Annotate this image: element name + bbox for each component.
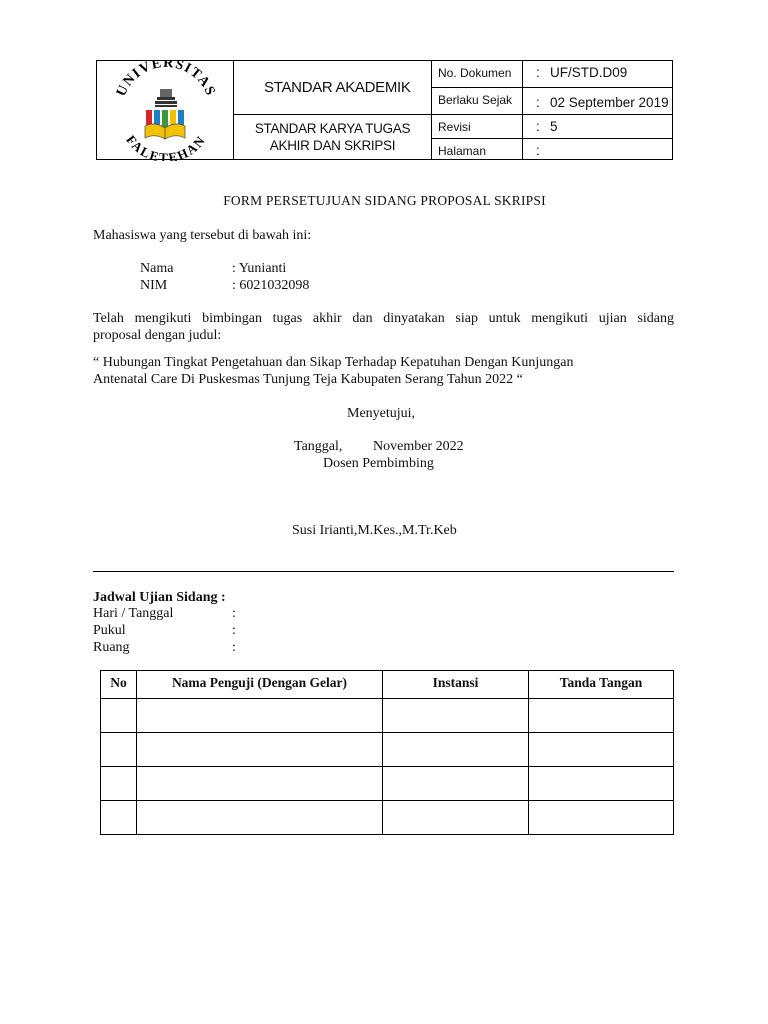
meta-colon: :	[536, 143, 540, 158]
schedule-heading: Jadwal Ujian Sidang :	[93, 590, 226, 605]
table-cell	[383, 801, 529, 835]
schedule-label: Hari / Tanggal	[93, 606, 174, 621]
column-header-signature: Tanda Tangan	[529, 671, 674, 699]
meta-label: Revisi	[432, 115, 523, 138]
table-cell	[137, 699, 383, 733]
standard-subtitle: STANDAR KARYA TUGAS AKHIR DAN SKRIPSI	[254, 121, 411, 153]
meta-row-revision	[432, 115, 672, 139]
schedule-colon: :	[232, 623, 236, 638]
meta-colon: :	[536, 119, 540, 134]
examiners-table	[100, 670, 674, 835]
nim-label: NIM	[140, 278, 168, 293]
table-header-row	[101, 671, 674, 699]
meta-colon: :	[536, 95, 540, 110]
document-meta	[432, 61, 672, 159]
table-cell	[529, 733, 674, 767]
thesis-title-line-1: “ Hubungan Tingkat Pengetahuan dan Sikap Terhadap Kepatuhan Dengan Kunjungan	[93, 355, 574, 370]
table-cell	[137, 801, 383, 835]
supervisor-role: Dosen Pembimbing	[323, 456, 434, 471]
meta-row-page	[432, 139, 672, 159]
nim-value: : 6021032098	[232, 278, 310, 293]
table-cell	[137, 767, 383, 801]
schedule-colon: :	[232, 606, 236, 621]
table-row	[101, 767, 674, 801]
table-cell	[101, 801, 137, 835]
intro-text: Mahasiswa yang tersebut di bawah ini:	[93, 228, 312, 243]
schedule-colon: :	[232, 640, 236, 655]
table-cell	[529, 767, 674, 801]
schedule-row-room	[93, 640, 236, 656]
table-cell	[529, 699, 674, 733]
table-row	[101, 733, 674, 767]
table-row	[101, 699, 674, 733]
table-cell	[101, 699, 137, 733]
table-cell	[137, 733, 383, 767]
table-cell	[383, 699, 529, 733]
name-value: : Yunianti	[232, 261, 287, 276]
approval-text: Menyetujui,	[347, 406, 416, 421]
form-title: FORM PERSETUJUAN SIDANG PROPOSAL SKRIPSI	[223, 193, 546, 208]
table-cell	[529, 801, 674, 835]
schedule-label: Pukul	[93, 623, 126, 638]
meta-value: UF/STD.D09	[550, 65, 628, 80]
thesis-title-line-2: Antenatal Care Di Puskesmas Tunjung Teja Kabupaten Serang Tahun 2022 “	[93, 372, 523, 387]
meta-colon: :	[536, 65, 540, 80]
table-cell	[101, 767, 137, 801]
section-divider	[93, 571, 674, 572]
statement-line-2: proposal dengan judul:	[93, 328, 222, 343]
document-header	[96, 60, 673, 160]
table-cell	[383, 733, 529, 767]
table-row	[101, 801, 674, 835]
meta-label: Halaman	[432, 139, 523, 159]
date-label: Tanggal,	[294, 439, 343, 454]
column-header-institution: Instansi	[383, 671, 529, 699]
schedule-row-date	[93, 606, 236, 622]
table-cell	[383, 767, 529, 801]
column-header-no: No	[101, 671, 137, 699]
date-value: November 2022	[373, 439, 464, 454]
university-logo	[97, 61, 234, 159]
supervisor-name: Susi Irianti,M.Kes.,M.Tr.Keb	[292, 523, 457, 538]
faletehan-seal-icon	[97, 61, 234, 161]
column-header-examiner-name: Nama Penguji (Dengan Gelar)	[137, 671, 383, 699]
schedule-row-time	[93, 623, 236, 639]
statement-line-1: Telah mengikuti bimbingan tugas akhir dan dinyatakan siap untuk mengikuti ujian sidang	[93, 311, 674, 326]
table-cell	[101, 733, 137, 767]
meta-row-effective-date	[432, 88, 672, 115]
meta-label: Berlaku Sejak	[432, 88, 523, 114]
logo-text-bottom: FALETEHAN	[123, 132, 209, 161]
name-label: Nama	[140, 261, 174, 276]
schedule-label: Ruang	[93, 640, 130, 655]
meta-label: No. Dokumen	[432, 61, 523, 87]
standard-title: STANDAR AKADEMIK	[234, 61, 431, 115]
meta-value: 5	[550, 119, 558, 134]
meta-row-document-number	[432, 61, 672, 88]
meta-value: 02 September 2019	[550, 95, 669, 110]
logo-text-top: UNIVERSITAS	[113, 61, 219, 99]
